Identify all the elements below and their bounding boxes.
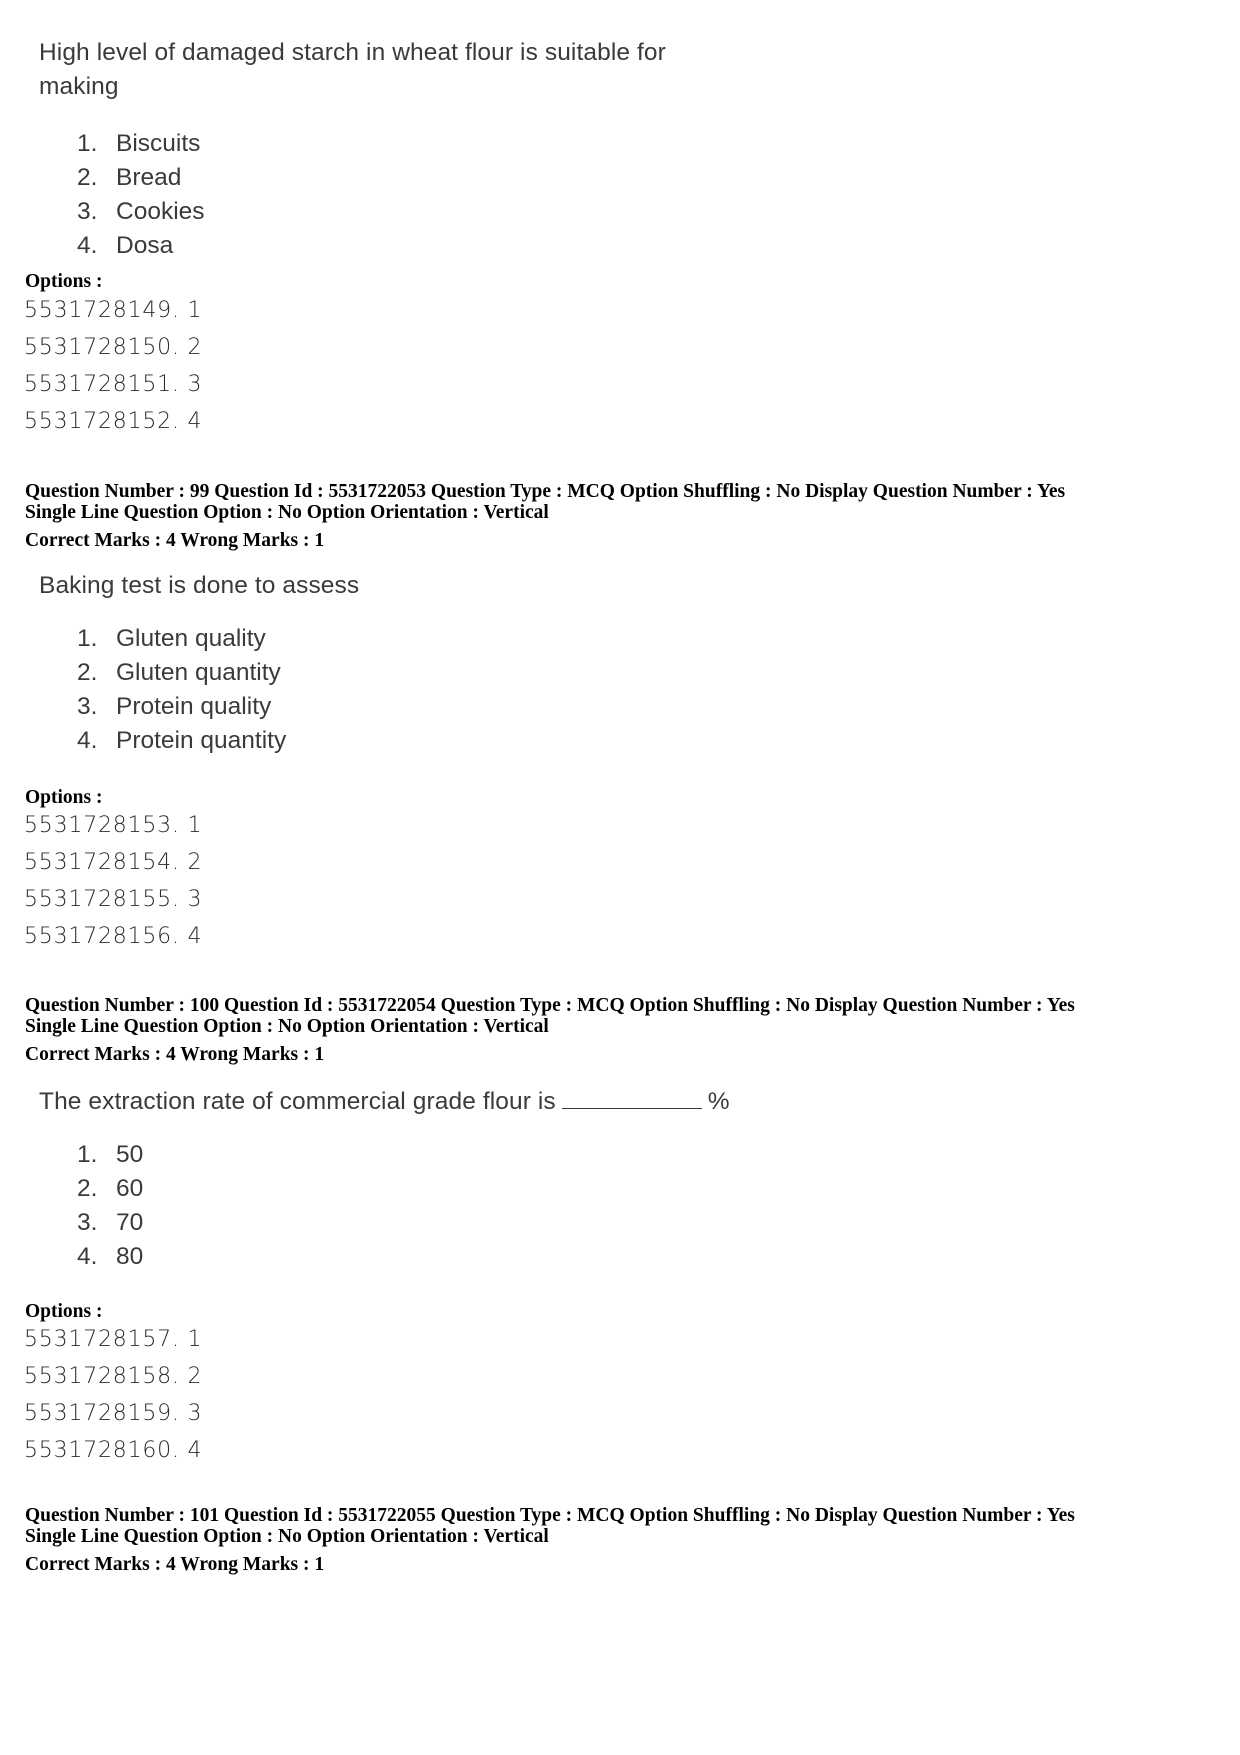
choice-item: 3. Protein quality: [77, 693, 272, 720]
option-item: 5531728151. 3: [24, 372, 203, 397]
option-item: 5531728160. 4: [24, 1438, 203, 1463]
question-meta-line: Single Line Question Option : No Option Orientation : Vertical: [25, 1016, 549, 1037]
choice-item: 4. Protein quantity: [77, 727, 287, 754]
options-label: Options :: [25, 787, 103, 808]
question-meta-line: Question Number : 99 Question Id : 5531722053 Question Type : MCQ Option Shuffling : No Display Question Number : Yes: [25, 481, 1066, 502]
choice-item: 4. 80: [77, 1243, 144, 1270]
question-100-text: The extraction rate of commercial grade flour is %: [39, 1088, 730, 1115]
choice-item: 2. 60: [77, 1175, 144, 1202]
question-98-options: [24, 292, 202, 440]
question-meta-line: Single Line Question Option : No Option Orientation : Vertical: [25, 1526, 549, 1547]
question-99-meta: [25, 481, 1065, 551]
option-item: 5531728155. 3: [24, 887, 203, 912]
question-meta-line: Single Line Question Option : No Option Orientation : Vertical: [25, 502, 549, 523]
question-100-choices: [77, 1138, 143, 1274]
option-item: 5531728156. 4: [24, 924, 203, 949]
options-label: Options :: [25, 1301, 103, 1322]
question-99-text: Baking test is done to assess: [39, 572, 360, 599]
option-item: 5531728159. 3: [24, 1401, 203, 1426]
question-meta-line: Question Number : 101 Question Id : 5531722055 Question Type : MCQ Option Shuffling : No Display Question Number : Yes: [25, 1505, 1075, 1526]
question-98-choices: [77, 127, 205, 263]
option-item: 5531728152. 4: [24, 409, 203, 434]
question-98-text: High level of damaged starch in wheat flour is suitable for making: [39, 39, 666, 100]
choice-item: 4. Dosa: [77, 232, 174, 259]
option-item: 5531728153. 1: [24, 813, 203, 838]
answer-blank: [562, 1088, 702, 1109]
choice-item: 3. 70: [77, 1209, 144, 1236]
question-100-options: [24, 1321, 202, 1469]
choice-item: 1. Gluten quality: [77, 625, 266, 652]
question-meta-line: Question Number : 100 Question Id : 5531722054 Question Type : MCQ Option Shuffling : No Display Question Number : Yes: [25, 995, 1075, 1016]
choice-item: 1. Biscuits: [77, 130, 201, 157]
choice-item: 1. 50: [77, 1141, 144, 1168]
option-item: 5531728157. 1: [24, 1327, 203, 1352]
question-marks: Correct Marks : 4 Wrong Marks : 1: [25, 1554, 325, 1575]
option-item: 5531728150. 2: [24, 335, 203, 360]
question-101-meta: [25, 1505, 1075, 1575]
choice-item: 3. Cookies: [77, 198, 205, 225]
options-label: Options :: [25, 271, 103, 292]
question-99-choices: [77, 622, 286, 758]
question-marks: Correct Marks : 4 Wrong Marks : 1: [25, 530, 325, 551]
question-100-meta: [25, 995, 1075, 1065]
choice-item: 2. Bread: [77, 164, 182, 191]
option-item: 5531728149. 1: [24, 298, 203, 323]
option-item: 5531728158. 2: [24, 1364, 203, 1389]
question-99-options: [24, 807, 202, 955]
option-item: 5531728154. 2: [24, 850, 203, 875]
choice-item: 2. Gluten quantity: [77, 659, 281, 686]
question-marks: Correct Marks : 4 Wrong Marks : 1: [25, 1044, 325, 1065]
